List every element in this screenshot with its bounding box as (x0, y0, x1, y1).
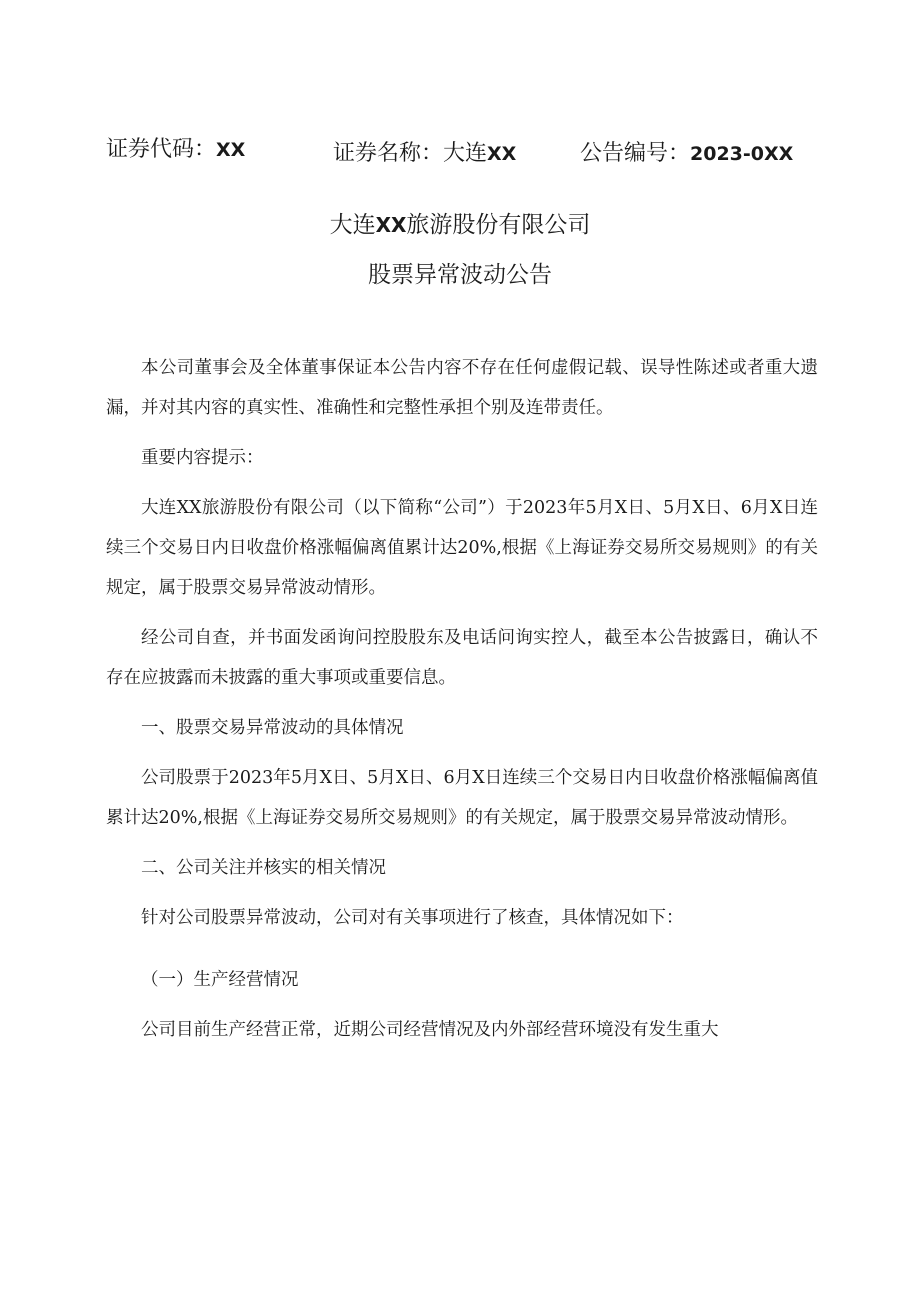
company-title: 大连XX旅游股份有限公司 (329, 212, 591, 238)
document-title: 股票异常波动公告 (368, 262, 552, 288)
announcement-header (0, 130, 920, 170)
security-code-value: XX (216, 139, 246, 161)
board-statement: 本公司董事会及全体董事保证本公告内容不存在任何虚假记载、误导性陈述或者重大遗漏，并对其内容的真实性、准确性和完整性承担个别及连带责任。 (106, 358, 818, 418)
security-name-value: XX (487, 143, 517, 165)
tips-heading: 重要内容提示： (141, 448, 264, 468)
document-body (106, 348, 818, 1050)
security-code: 证券代码：XX (106, 137, 246, 162)
section1-heading: 一、股票交易异常波动的具体情况 (141, 718, 404, 738)
announcement-number-value: 2023-0XX (690, 143, 794, 165)
subsection1-heading: （一）生产经营情况 (141, 970, 299, 990)
self-check-paragraph: 经公司自查，并书面发函询问控股股东及电话问询实控人，截至本公告披露日，确认不存在应披露而未披露的重大事项或重要信息。 (106, 628, 818, 688)
announcement-number: 公告编号：2023-0XX (580, 141, 794, 166)
subsection1-paragraph: 公司目前生产经营正常，近期公司经营情况及内外部经营环境没有发生重大 (141, 1020, 719, 1040)
security-name: 证券名称：大连XX (333, 141, 517, 166)
section1-paragraph: 公司股票于2023年5月X日、5月X日、6月X日连续三个交易日内日收盘价格涨幅偏离值累计达20%,根据《上海证券交易所交易规则》的有关规定，属于股票交易异常波动情形。 (106, 768, 818, 828)
section2-intro: 针对公司股票异常波动，公司对有关事项进行了核查，具体情况如下： (141, 908, 684, 928)
section2-heading: 二、公司关注并核实的相关情况 (141, 858, 386, 878)
tip-paragraph: 大连XX旅游股份有限公司（以下简称“公司”）于2023年5月X日、5月X日、6月X日连续三个交易日内日收盘价格涨幅偏离值累计达20%,根据《上海证券交易所交易规则》的有关规定，属于股票交易异常波动情形。 (106, 498, 818, 598)
